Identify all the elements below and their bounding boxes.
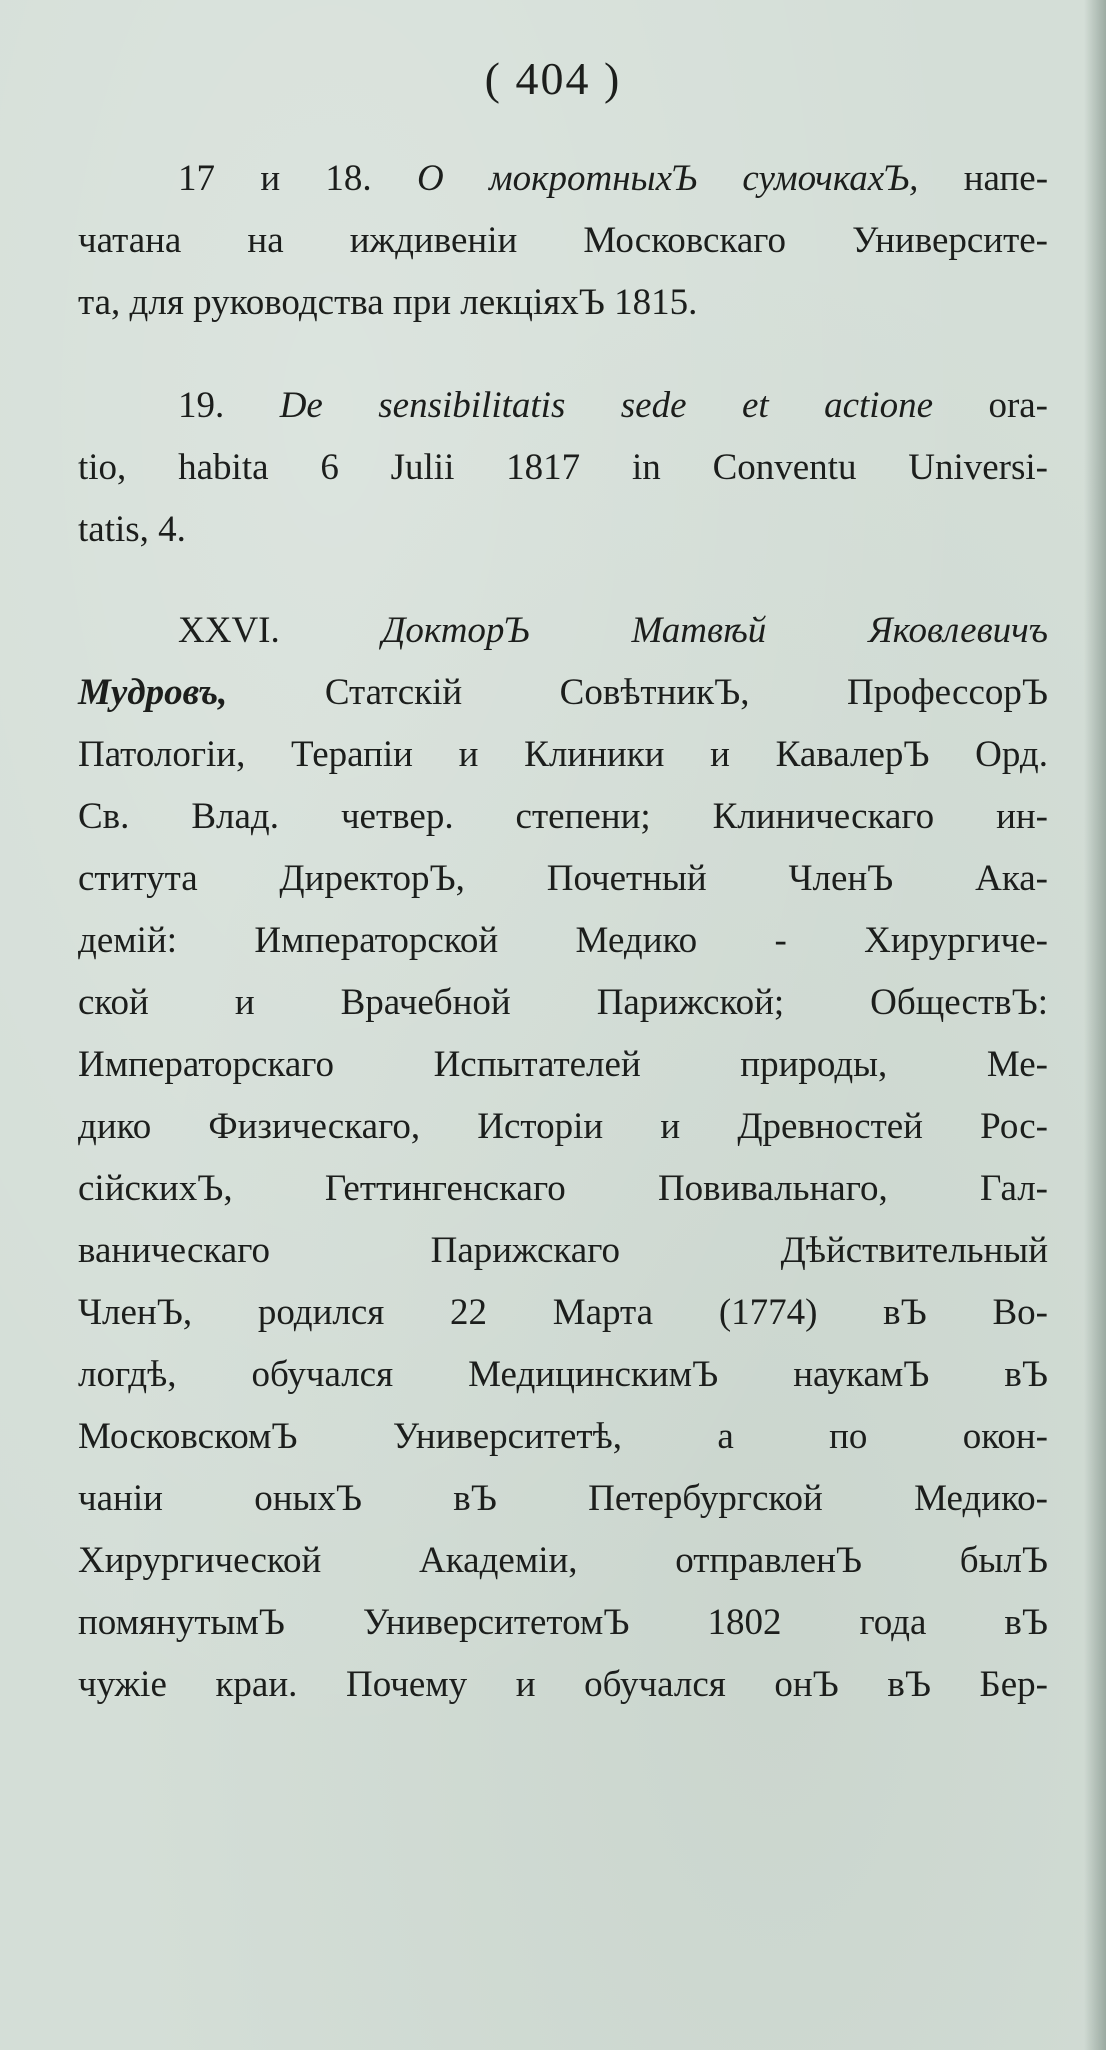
entry-17-18: [78, 148, 1048, 334]
entry-XXVI-line-12: ЧленЪ, родился 22 Марта (1774) вЪ Во-: [78, 1292, 1048, 1333]
entry-XXVI-line-6: демiй: Императорской Медико - Хирургиче-: [78, 920, 1048, 961]
entry-XXVI-number: XXVI.: [178, 610, 280, 651]
entry-XXVI-line2-tail: Статскiй СовѣтникЪ, ПрофессорЪ: [324, 672, 1048, 713]
entry-19-line1-tail: ora-: [988, 385, 1049, 426]
entry-XXVI-line-4: Св. Влад. четвер. степени; Клиническаго ин-: [78, 796, 1048, 837]
entry-19-line-1: [78, 375, 1048, 437]
entry-17-18-line1-tail: напе-: [963, 158, 1049, 199]
page-number: ( 404 ): [484, 53, 622, 104]
entry-XXVI-line-9: дико Физическаго, Исторiи и Древностей Рос-: [78, 1106, 1048, 1147]
entry-XXVI-line-2: [78, 662, 1048, 724]
entry-XXVI-name-2: Мудровъ,: [78, 672, 228, 713]
entry-XXVI-line-7: ской и Врачебной Парижской; ОбществЪ:: [78, 982, 1048, 1023]
entry-XXVI-line-18: чужiе краи. Почему и обучался онЪ вЪ Бер-: [78, 1664, 1048, 1705]
entry-17-18-line-1: [78, 148, 1048, 210]
entry-17-18-line-2: чатана на иждивенiи Московскаго Университе-: [78, 220, 1048, 261]
entry-17-18-line-3: та, для руководства при лекцiяхЪ 1815.: [78, 282, 698, 323]
entry-XXVI-line-5: ститута ДиректорЪ, Почетный ЧленЪ Ака-: [78, 858, 1048, 899]
entry-XXVI-line-17: помянутымЪ УниверситетомЪ 1802 года вЪ: [78, 1602, 1048, 1643]
entry-19-title: De sensibilitatis sede et actione: [279, 385, 933, 426]
entry-XXVI: [78, 600, 1048, 1716]
entry-XXVI-line-3: Патологiи, Терапiи и Клиники и КавалерЪ Орд.: [78, 734, 1048, 775]
entry-19-line-2: tio, habita 6 Julii 1817 in Conventu Universi-: [78, 447, 1048, 488]
entry-17-18-number: 17 и 18.: [178, 158, 372, 199]
entry-19-number: 19.: [178, 385, 225, 426]
entry-19: [78, 375, 1048, 561]
entry-XXVI-line-10: сiйскихЪ, Геттингенскаго Повивальнаго, Гал-: [78, 1168, 1048, 1209]
page-edge-shadow: [1084, 0, 1106, 2050]
entry-17-18-title: О мокротныхЪ сумочкахЪ,: [417, 158, 919, 199]
entry-XXVI-line-16: Хирургической Академiи, отправленЪ былЪ: [78, 1540, 1048, 1581]
entry-XXVI-name-1: ДокторЪ Матвѣй Яковлевичъ: [381, 610, 1049, 651]
entry-XXVI-line-13: логдѣ, обучался МедицинскимЪ наукамЪ вЪ: [78, 1354, 1048, 1395]
entry-XXVI-line-14: МосковскомЪ Университетѣ, а по окон-: [78, 1416, 1048, 1457]
entry-19-line-3: tatis, 4.: [78, 509, 186, 550]
entry-XXVI-line-11: ваническаго Парижскаго Дѣйствительный: [78, 1230, 1048, 1271]
entry-XXVI-line-8: Императорскаго Испытателей природы, Ме-: [78, 1044, 1048, 1085]
entry-XXVI-line-1: [78, 600, 1048, 662]
entry-XXVI-line-15: чанiи оныхЪ вЪ Петербургской Медико-: [78, 1478, 1048, 1519]
